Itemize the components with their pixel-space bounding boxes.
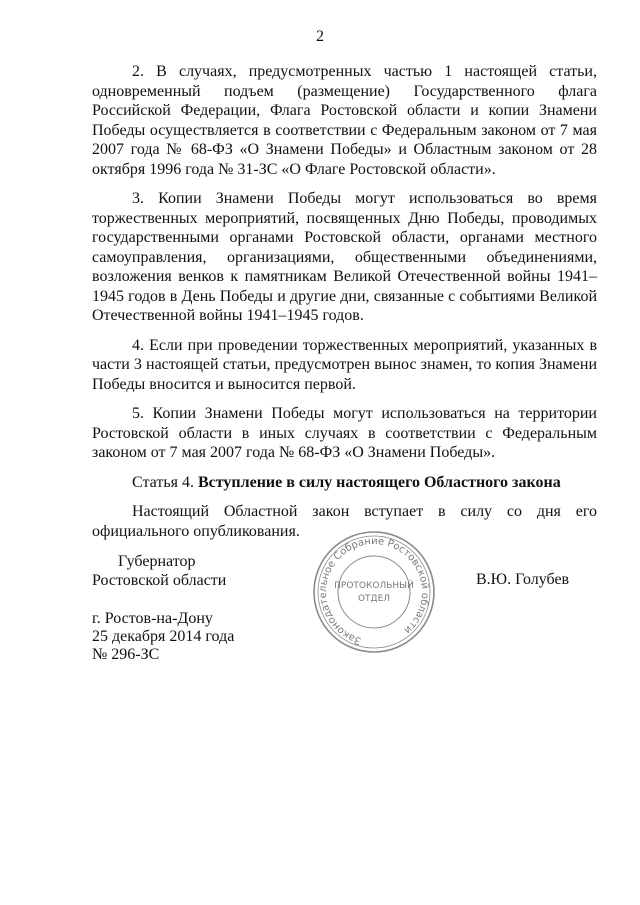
- signature-position: [92, 552, 226, 590]
- svg-text:Законодательное Собрание Росто: [310, 528, 438, 656]
- stamp-seal: [310, 528, 438, 656]
- signatory-name: В.Ю. Голубев: [476, 571, 570, 588]
- law-number: № 296-ЗС: [92, 646, 160, 663]
- stamp-center-line1: ПРОТОКОЛЬНЫЙ: [334, 581, 414, 591]
- article-4-label: Статья 4.: [132, 473, 194, 491]
- paragraph-3: 3. Копии Знамени Победы могут использоваться во время торжественных мероприятий, посвященных Дню Победы, проводимых государственными органами Ростовской области, органами местного самоуправления, организациями, общественными объединениями, возложения венков к памятникам Великой Отечественной войны 1941–1945 годов в День Победы и другие дни, связанные с событиями Великой Отечественной войны 1941–1945 годов.: [92, 190, 597, 324]
- date: 25 декабря 2014 года: [92, 628, 235, 645]
- article-4-title: Вступление в силу настоящего Областного закона: [197, 473, 561, 491]
- signature-position-line2: Ростовской области: [92, 572, 227, 589]
- paragraph-4: 4. Если при проведении торжественных мероприятий, указанных в части 3 настоящей статьи, предусмотрен вынос знамен, то копия Знамени Победы вносится и выносится первой.: [92, 336, 597, 393]
- city: г. Ростов-на-Дону: [92, 610, 213, 627]
- signature-position-line1: Губернатор: [118, 553, 196, 570]
- stamp-ring-text: Законодательное Собрание Ростовской области: [317, 535, 431, 647]
- place-and-date: [92, 610, 234, 664]
- article-4-text: Настоящий Областной закон вступает в силу со дня его официального опубликования.: [92, 503, 597, 540]
- page-number: 2: [316, 28, 324, 45]
- stamp-center-line2: ОТДЕЛ: [357, 594, 391, 604]
- paragraph-5: 5. Копии Знамени Победы могут использоваться на территории Ростовской области в иных случаях в соответствии с Федеральным законом от 7 мая 2007 года № 68-ФЗ «О Знамени Победы».: [92, 405, 597, 461]
- paragraph-2: 2. В случаях, предусмотренных частью 1 настоящей статьи, одновременный подъем (размещение) Государственного флага Российской Федерации, Флага Ростовской области и копии Знамени Победы осуществляется в соответствии с Федеральным законом от 7 мая 2007 года № 68-ФЗ «О Знамени Победы» и Областным законом от 28 октября 1996 года № 31-ЗС «О Флаге Ростовской области».: [92, 63, 597, 178]
- document-body: [92, 62, 597, 551]
- article-4-heading: [92, 473, 597, 493]
